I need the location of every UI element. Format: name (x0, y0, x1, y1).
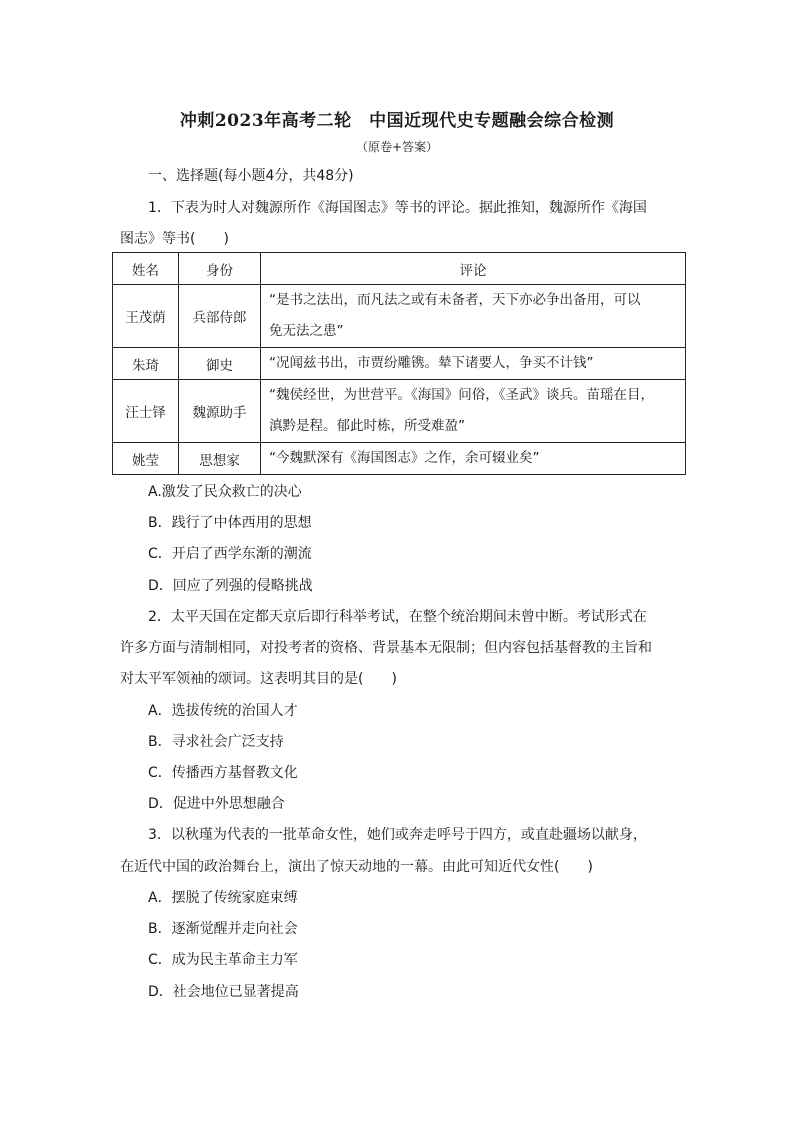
q2-option-b: B．寻求社会广泛支持 (148, 734, 284, 750)
table-row (113, 348, 686, 380)
table-cell-role: 思想家 (179, 443, 261, 475)
table-row (113, 443, 686, 475)
q3-stem-line2: 在近代中国的政治舞台上，演出了惊天动地的一幕。由此可知近代女性( ) (120, 859, 593, 875)
table-cell-comment (261, 285, 686, 348)
table-header-role: 身份 (179, 253, 261, 285)
q1-stem-line1: 1．下表为时人对魏源所作《海国图志》等书的评论。据此推知，魏源所作《海国 (148, 200, 647, 216)
q2-stem-line3: 对太平军领袖的颂词。这表明其目的是( ) (120, 671, 397, 687)
document-subtitle: （原卷+答案） (355, 140, 439, 154)
comment-line: 免无法之患” (269, 323, 344, 339)
table-header-row (113, 253, 686, 285)
q3-option-a: A．摆脱了传统家庭束缚 (148, 890, 298, 906)
document-title: 冲刺2023年高考二轮 中国近现代史专题融会综合检测 (179, 111, 615, 131)
table-cell-name: 姚莹 (113, 443, 179, 475)
table-cell-comment (261, 380, 686, 443)
q2-stem-line2: 许多方面与清制相同，对投考者的资格、背景基本无限制；但内容包括基督教的主旨和 (120, 640, 652, 656)
table-header-comment: 评论 (261, 253, 686, 285)
table-cell-comment (261, 348, 686, 380)
table-header-name: 姓名 (113, 253, 179, 285)
table-cell-role: 兵部侍郎 (179, 285, 261, 348)
table-row (113, 380, 686, 443)
table-cell-role: 御史 (179, 348, 261, 380)
q1-option-d: D．回应了列强的侵略挑战 (148, 578, 313, 594)
comment-line: “魏侯经世，为世营平。《海国》问俗，《圣武》谈兵。苗瑶在目， (269, 387, 654, 403)
table-cell-comment (261, 443, 686, 475)
comment-line: 滇黔是程。郁此时栋，所受难盈” (269, 418, 465, 434)
q2-option-d: D．促进中外思想融合 (148, 796, 285, 812)
q3-option-c: C．成为民主革命主力军 (148, 952, 298, 968)
q1-table (112, 252, 686, 475)
table-cell-name: 朱琦 (113, 348, 179, 380)
q2-stem-line1: 2．太平天国在定都天京后即行科举考试，在整个统治期间未曾中断。考试形式在 (148, 609, 647, 625)
q1-stem-line2: 图志》等书( ) (120, 231, 229, 247)
q1-option-a: A.激发了民众救亡的决心 (148, 484, 302, 500)
comment-line: “是书之法出，而凡法之或有未备者，天下亦必争出备用，可以 (269, 292, 641, 308)
comment-line: “今魏默深有《海国图志》之作，余可辍业矣” (269, 450, 540, 466)
section-heading: 一、选择题(每小题4分，共48分) (148, 168, 354, 184)
q1-option-b: B．践行了中体西用的思想 (148, 515, 312, 531)
q1-option-c: C．开启了西学东渐的潮流 (148, 546, 312, 562)
q3-option-b: B．逐渐觉醒并走向社会 (148, 921, 298, 937)
table-cell-role: 魏源助手 (179, 380, 261, 443)
q2-option-c: C．传播西方基督教文化 (148, 765, 298, 781)
table-cell-name: 王茂荫 (113, 285, 179, 348)
comment-line: “况闻兹书出，市贾纷雕镌。辇下诸要人，争买不计钱” (269, 355, 594, 371)
table-row (113, 285, 686, 348)
q2-option-a: A．选拔传统的治国人才 (148, 703, 298, 719)
q3-stem-line1: 3．以秋瑾为代表的一批革命女性，她们或奔走呼号于四方，或直赴疆场以献身， (148, 827, 647, 843)
table-cell-name: 汪士铎 (113, 380, 179, 443)
q3-option-d: D．社会地位已显著提高 (148, 984, 299, 1000)
